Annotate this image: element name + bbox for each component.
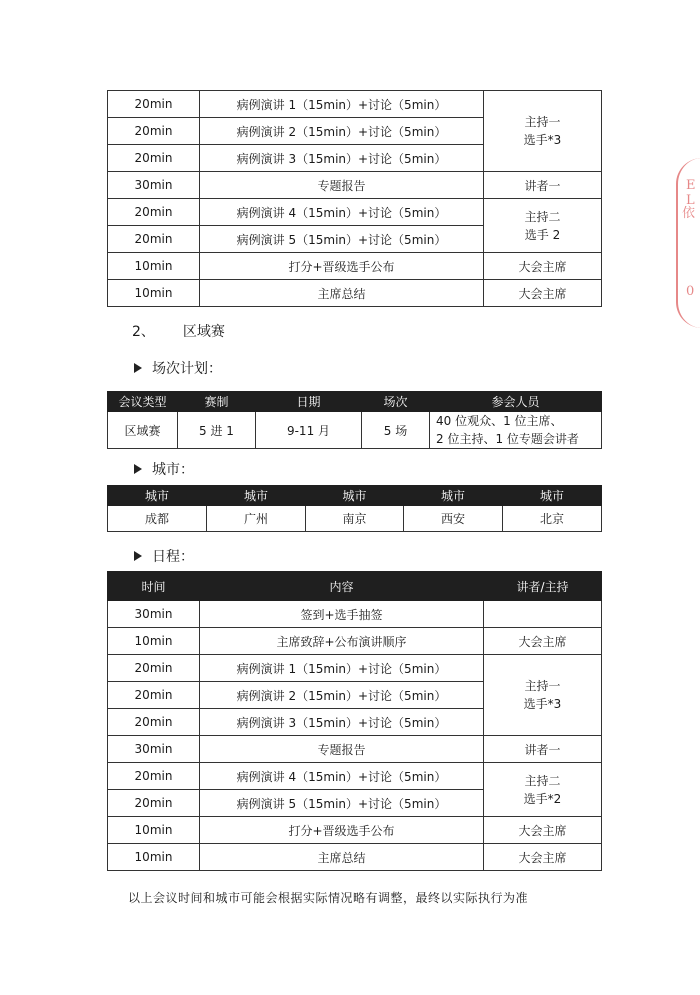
content-cell: 病例演讲 1（15min）+讨论（5min） bbox=[200, 655, 484, 682]
header-cell: 城市 bbox=[306, 486, 404, 506]
header-cell: 时间 bbox=[108, 572, 200, 601]
content-cell: 病例演讲 5（15min）+讨论（5min） bbox=[200, 226, 484, 253]
table-row bbox=[108, 763, 602, 790]
table-row bbox=[108, 412, 602, 449]
content-cell: 主席致辞+公布演讲顺序 bbox=[200, 628, 484, 655]
city-cell: 西安 bbox=[404, 506, 503, 532]
header-cell: 赛制 bbox=[178, 392, 256, 412]
content-cell: 打分+晋级选手公布 bbox=[200, 253, 484, 280]
content-cell: 病例演讲 3（15min）+讨论（5min） bbox=[200, 145, 484, 172]
table-row bbox=[108, 736, 602, 763]
time-cell: 30min bbox=[108, 601, 200, 628]
content-cell: 专题报告 bbox=[200, 736, 484, 763]
speaker-cell bbox=[484, 91, 602, 172]
type-cell: 区域赛 bbox=[108, 412, 178, 449]
table-header-row bbox=[108, 392, 602, 412]
time-cell: 20min bbox=[108, 763, 200, 790]
attendees-cell bbox=[430, 412, 602, 449]
speaker-line: 选手*2 bbox=[523, 791, 562, 806]
table-row bbox=[108, 172, 602, 199]
table-row bbox=[108, 655, 602, 682]
table-row bbox=[108, 817, 602, 844]
time-cell: 10min bbox=[108, 628, 200, 655]
speaker-cell bbox=[484, 655, 602, 736]
speaker-cell bbox=[484, 199, 602, 253]
table-row bbox=[108, 199, 602, 226]
time-cell: 20min bbox=[108, 655, 200, 682]
time-cell: 20min bbox=[108, 145, 200, 172]
content-cell: 病例演讲 4（15min）+讨论（5min） bbox=[200, 199, 484, 226]
section-number: 2、 bbox=[132, 324, 155, 340]
seal-stamp: E L 依 0 bbox=[676, 158, 700, 328]
format-cell: 5 进 1 bbox=[178, 412, 256, 449]
time-cell: 10min bbox=[108, 253, 200, 280]
adjustment-note: 以上会议时间和城市可能会根据实际情况略有调整，最终以实际执行为准 bbox=[128, 891, 529, 905]
speaker-cell: 大会主席 bbox=[484, 628, 602, 655]
table-row bbox=[108, 506, 602, 532]
content-cell: 病例演讲 3（15min）+讨论（5min） bbox=[200, 709, 484, 736]
arrow-bullet-icon bbox=[134, 551, 142, 561]
speaker-line: 主持二 bbox=[524, 209, 561, 224]
table-header-row bbox=[108, 572, 602, 601]
table-row bbox=[108, 844, 602, 871]
previous-schedule-table bbox=[107, 90, 602, 307]
content-cell: 病例演讲 2（15min）+讨论（5min） bbox=[200, 682, 484, 709]
speaker-line: 选手*3 bbox=[523, 133, 562, 147]
speaker-line: 主持二 bbox=[524, 773, 561, 788]
header-cell: 内容 bbox=[200, 572, 484, 601]
speaker-line: 选手 2 bbox=[524, 227, 561, 242]
arrow-bullet-icon bbox=[134, 363, 142, 373]
table-row bbox=[108, 253, 602, 280]
time-cell: 20min bbox=[108, 91, 200, 118]
attendees-line: 2 位主持、1 位专题会讲者 bbox=[436, 432, 579, 446]
header-cell: 城市 bbox=[207, 486, 306, 506]
speaker-line: 选手*3 bbox=[523, 697, 562, 711]
time-cell: 20min bbox=[108, 790, 200, 817]
time-cell: 30min bbox=[108, 172, 200, 199]
content-cell: 病例演讲 5（15min）+讨论（5min） bbox=[200, 790, 484, 817]
header-cell: 城市 bbox=[108, 486, 207, 506]
plan-heading bbox=[134, 358, 222, 378]
content-cell: 主席总结 bbox=[200, 280, 484, 307]
speaker-line: 主持一 bbox=[524, 679, 561, 693]
time-cell: 10min bbox=[108, 280, 200, 307]
content-cell: 专题报告 bbox=[200, 172, 484, 199]
header-cell: 参会人员 bbox=[430, 392, 602, 412]
schedule-heading-label: 日程： bbox=[152, 549, 194, 565]
city-cell: 南京 bbox=[306, 506, 404, 532]
time-cell: 20min bbox=[108, 709, 200, 736]
table-row bbox=[108, 628, 602, 655]
date-cell: 9-11 月 bbox=[256, 412, 362, 449]
time-cell: 20min bbox=[108, 199, 200, 226]
sessions-cell: 5 场 bbox=[362, 412, 430, 449]
attendees-line: 40 位观众、1 位主席、 bbox=[436, 414, 563, 428]
schedule-heading bbox=[134, 546, 194, 566]
table-row bbox=[108, 601, 602, 628]
header-cell: 会议类型 bbox=[108, 392, 178, 412]
header-cell: 城市 bbox=[404, 486, 503, 506]
header-cell: 城市 bbox=[503, 486, 602, 506]
time-cell: 20min bbox=[108, 226, 200, 253]
content-cell: 打分+晋级选手公布 bbox=[200, 817, 484, 844]
content-cell: 主席总结 bbox=[200, 844, 484, 871]
city-cell: 广州 bbox=[207, 506, 306, 532]
city-table bbox=[107, 485, 602, 532]
content-cell: 病例演讲 1（15min）+讨论（5min） bbox=[200, 91, 484, 118]
header-cell: 日期 bbox=[256, 392, 362, 412]
speaker-line: 主持一 bbox=[524, 115, 561, 129]
time-cell: 10min bbox=[108, 817, 200, 844]
speaker-cell: 讲者一 bbox=[484, 736, 602, 763]
section-title: 区域赛 bbox=[182, 324, 225, 340]
header-cell: 场次 bbox=[362, 392, 430, 412]
time-cell: 20min bbox=[108, 118, 200, 145]
city-cell: 北京 bbox=[503, 506, 602, 532]
table-row bbox=[108, 280, 602, 307]
content-cell: 病例演讲 2（15min）+讨论（5min） bbox=[200, 118, 484, 145]
speaker-cell bbox=[484, 763, 602, 817]
city-heading-label: 城市： bbox=[152, 462, 194, 478]
header-cell: 讲者/主持 bbox=[484, 572, 602, 601]
schedule-table bbox=[107, 571, 602, 871]
speaker-cell: 大会主席 bbox=[484, 280, 602, 307]
time-cell: 10min bbox=[108, 844, 200, 871]
session-plan-table bbox=[107, 391, 602, 449]
speaker-cell bbox=[484, 601, 602, 628]
table-header-row bbox=[108, 486, 602, 506]
table-row bbox=[108, 91, 602, 118]
speaker-cell: 讲者一 bbox=[484, 172, 602, 199]
speaker-cell: 大会主席 bbox=[484, 844, 602, 871]
city-cell: 成都 bbox=[108, 506, 207, 532]
section-heading bbox=[132, 321, 225, 341]
speaker-cell: 大会主席 bbox=[484, 253, 602, 280]
city-heading bbox=[134, 459, 194, 479]
plan-heading-label: 场次计划： bbox=[152, 361, 222, 377]
content-cell: 签到+选手抽签 bbox=[200, 601, 484, 628]
time-cell: 30min bbox=[108, 736, 200, 763]
time-cell: 20min bbox=[108, 682, 200, 709]
content-cell: 病例演讲 4（15min）+讨论（5min） bbox=[200, 763, 484, 790]
arrow-bullet-icon bbox=[134, 464, 142, 474]
speaker-cell: 大会主席 bbox=[484, 817, 602, 844]
